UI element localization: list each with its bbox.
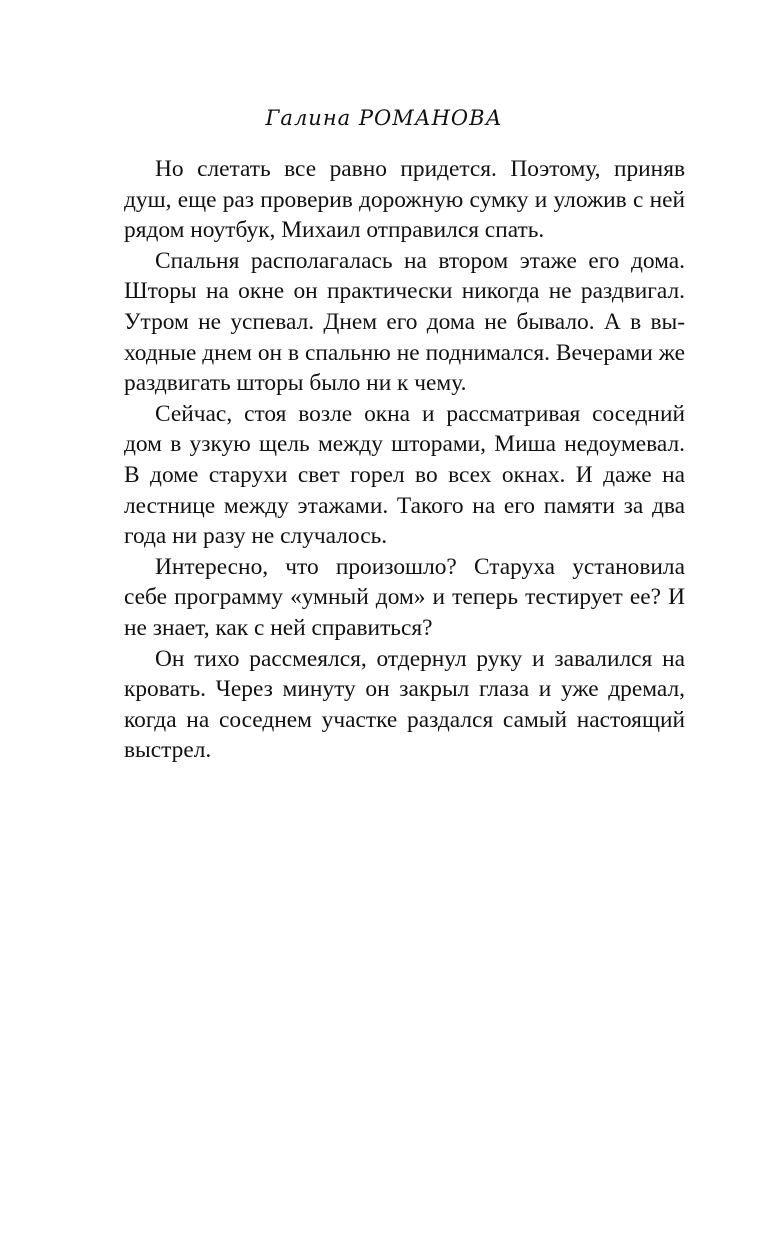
paragraph: Но слетать все равно придется. Поэтому, приняв душ, еще раз проверив дорожную сумку и уложив с ней рядом ноутбук, Михаил отправился спать.	[124, 156, 685, 244]
paragraph: Он тихо рассмеялся, отдернул руку и завалился на кровать. Через минуту он закрыл глаза и уже дремал, когда на соседнем участке раздался самый настоящий выстрел.	[124, 645, 685, 764]
running-head: Галина РОМАНОВА	[265, 106, 503, 130]
body-text	[124, 154, 685, 766]
paragraph: Интересно, что произошло? Старуха установила себе программу «умный дом» и теперь тестирует ее? И не знает, как с ней справиться?	[124, 553, 685, 641]
paragraph: Сейчас, стоя возле окна и рассматривая соседний дом в узкую щель между шторами, Миша недоумевал. В доме старухи свет горел во всех окнах. И даже на лестнице между этажами. Такого на его памяти за два года ни разу не случалось.	[124, 400, 685, 550]
paragraph: Спальня располагалась на втором этаже его дома. Шторы на окне он практически никогда не раздвигал. Утром не успевал. Днем его дома не бывало. А в выходные днем он в спальню не поднимался. Вечерами же раздвигать шторы было ни к чему.	[124, 247, 685, 397]
